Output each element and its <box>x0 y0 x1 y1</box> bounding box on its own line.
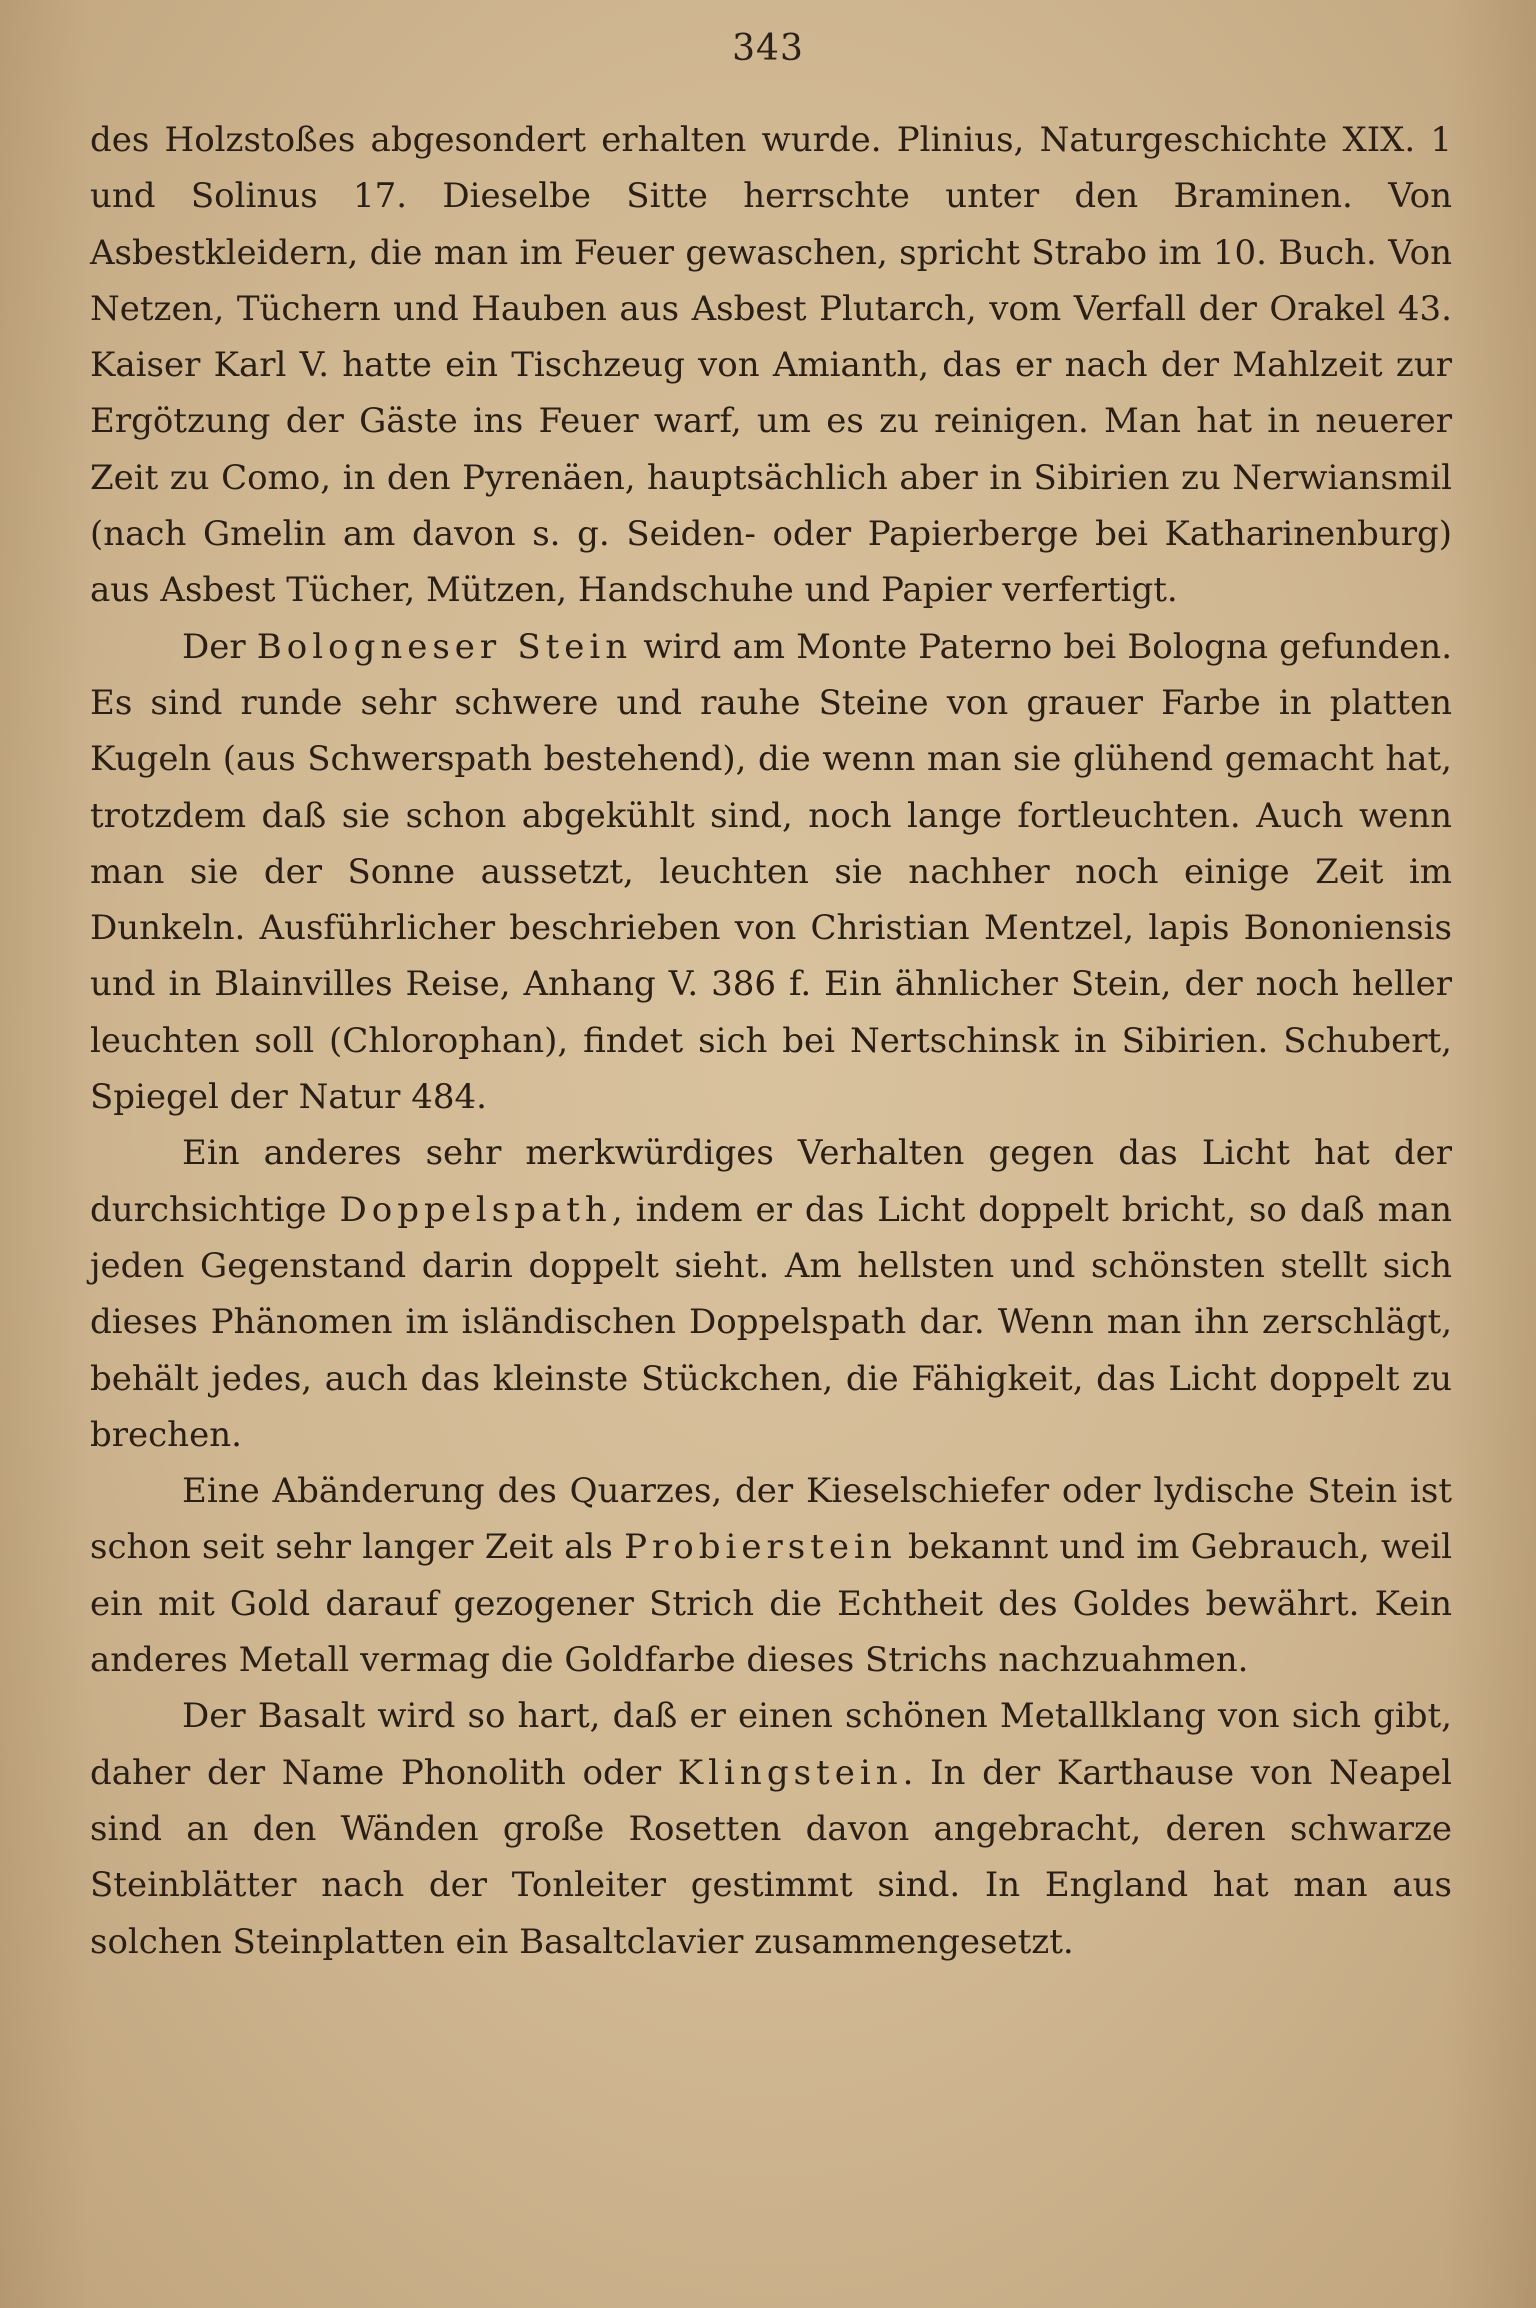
emphasized-term: Probierstein <box>624 1527 897 1568</box>
emphasized-term: Bologneser Stein <box>256 626 633 667</box>
paragraph-double-spar <box>90 1125 1452 1463</box>
paragraph-touchstone <box>90 1463 1452 1688</box>
paragraph-lead: Der <box>182 626 257 667</box>
paragraph-lead: Ein anderes sehr merkwürdiges Verhalten gegen das Licht hat der durchsichtige <box>90 1133 1452 1230</box>
paragraph-lead: Eine Abänderung des Quarzes, der Kieselschiefer oder lydische Stein ist schon seit sehr langer Zeit als <box>90 1471 1452 1568</box>
paragraph-text: wird am Monte Paterno bei Bologna gefunden. Es sind runde sehr schwere und rauhe Steine von grauer Farbe in platten Kugeln (aus Schwerspath bestehend), die wenn man sie glühend gemacht hat, trotzdem daß sie schon abgekühlt sind, noch lange fortleuchten. Auch wenn man sie der Sonne aussetzt, leuchten sie nachher noch einige Zeit im Dunkeln. Ausführlicher beschrieben von Christian Mentzel, lapis Bononiensis und in Blainvilles Reise, Anhang V. 386 f. Ein ähnlicher Stein, der noch heller leuchten soll (Chlorophan), findet sich bei Nertschinsk in Sibirien. Schubert, Spiegel der Natur 484. <box>90 626 1453 1118</box>
paragraph-text: des Holzstoßes abgesondert erhalten wurde. Plinius, Naturgeschichte XIX. 1 und Solinus 17. Dieselbe Sitte herrschte unter den Braminen. Von Asbestkleidern, die man im Feuer gewaschen, spricht Strabo im 10. Buch. Von Netzen, Tüchern und Hauben aus Asbest Plutarch, vom Verfall der Orakel 43. Kaiser Karl V. hatte ein Tischzeug von Amianth, das er nach der Mahlzeit zur Ergötzung der Gäste ins Feuer warf, um es zu reinigen. Man hat in neuerer Zeit zu Como, in den Pyrenäen, hauptsächlich aber in Sibirien zu Nerwiansmil (nach Gmelin am davon s. g. Seiden- oder Papierberge bei Katharinenburg) aus Asbest Tücher, Mützen, Handschuhe und Papier verfertigt. <box>90 120 1452 611</box>
paragraph-text: , indem er das Licht doppelt bricht, so daß man jeden Gegenstand darin doppelt sieht. Am hellsten und schönsten stellt sich dieses Phänomen im isländischen Doppelspath dar. Wenn man ihn zerschlägt, behält jedes, auch das kleinste Stückchen, die Fähigkeit, das Licht doppelt zu brechen. <box>90 1189 1452 1455</box>
emphasized-term: Doppelspath <box>339 1189 612 1230</box>
paragraph-text: bekannt und im Gebrauch, weil ein mit Gold darauf gezogener Strich die Echtheit des Goldes bewährt. Kein anderes Metall vermag die Goldfarbe dieses Strichs nachzuahmen. <box>90 1527 1452 1681</box>
body-text <box>90 112 1452 1970</box>
paragraph-asbestos <box>90 112 1452 619</box>
paragraph-bologna-stone <box>90 619 1452 1126</box>
paragraph-basalt <box>90 1688 1452 1969</box>
emphasized-term: Klingstein <box>677 1752 903 1793</box>
paragraph-lead: Der Basalt wird so hart, daß er einen schönen Metallklang von sich gibt, daher der Name Phonolith oder <box>90 1696 1452 1793</box>
page-number: 343 <box>732 28 804 69</box>
paragraph-text: . In der Karthause von Neapel sind an den Wänden große Rosetten davon angebracht, deren schwarze Steinblätter nach der Tonleiter gestimmt sind. In England hat man aus solchen Steinplatten ein Basaltclavier zusammengesetzt. <box>90 1752 1452 1962</box>
